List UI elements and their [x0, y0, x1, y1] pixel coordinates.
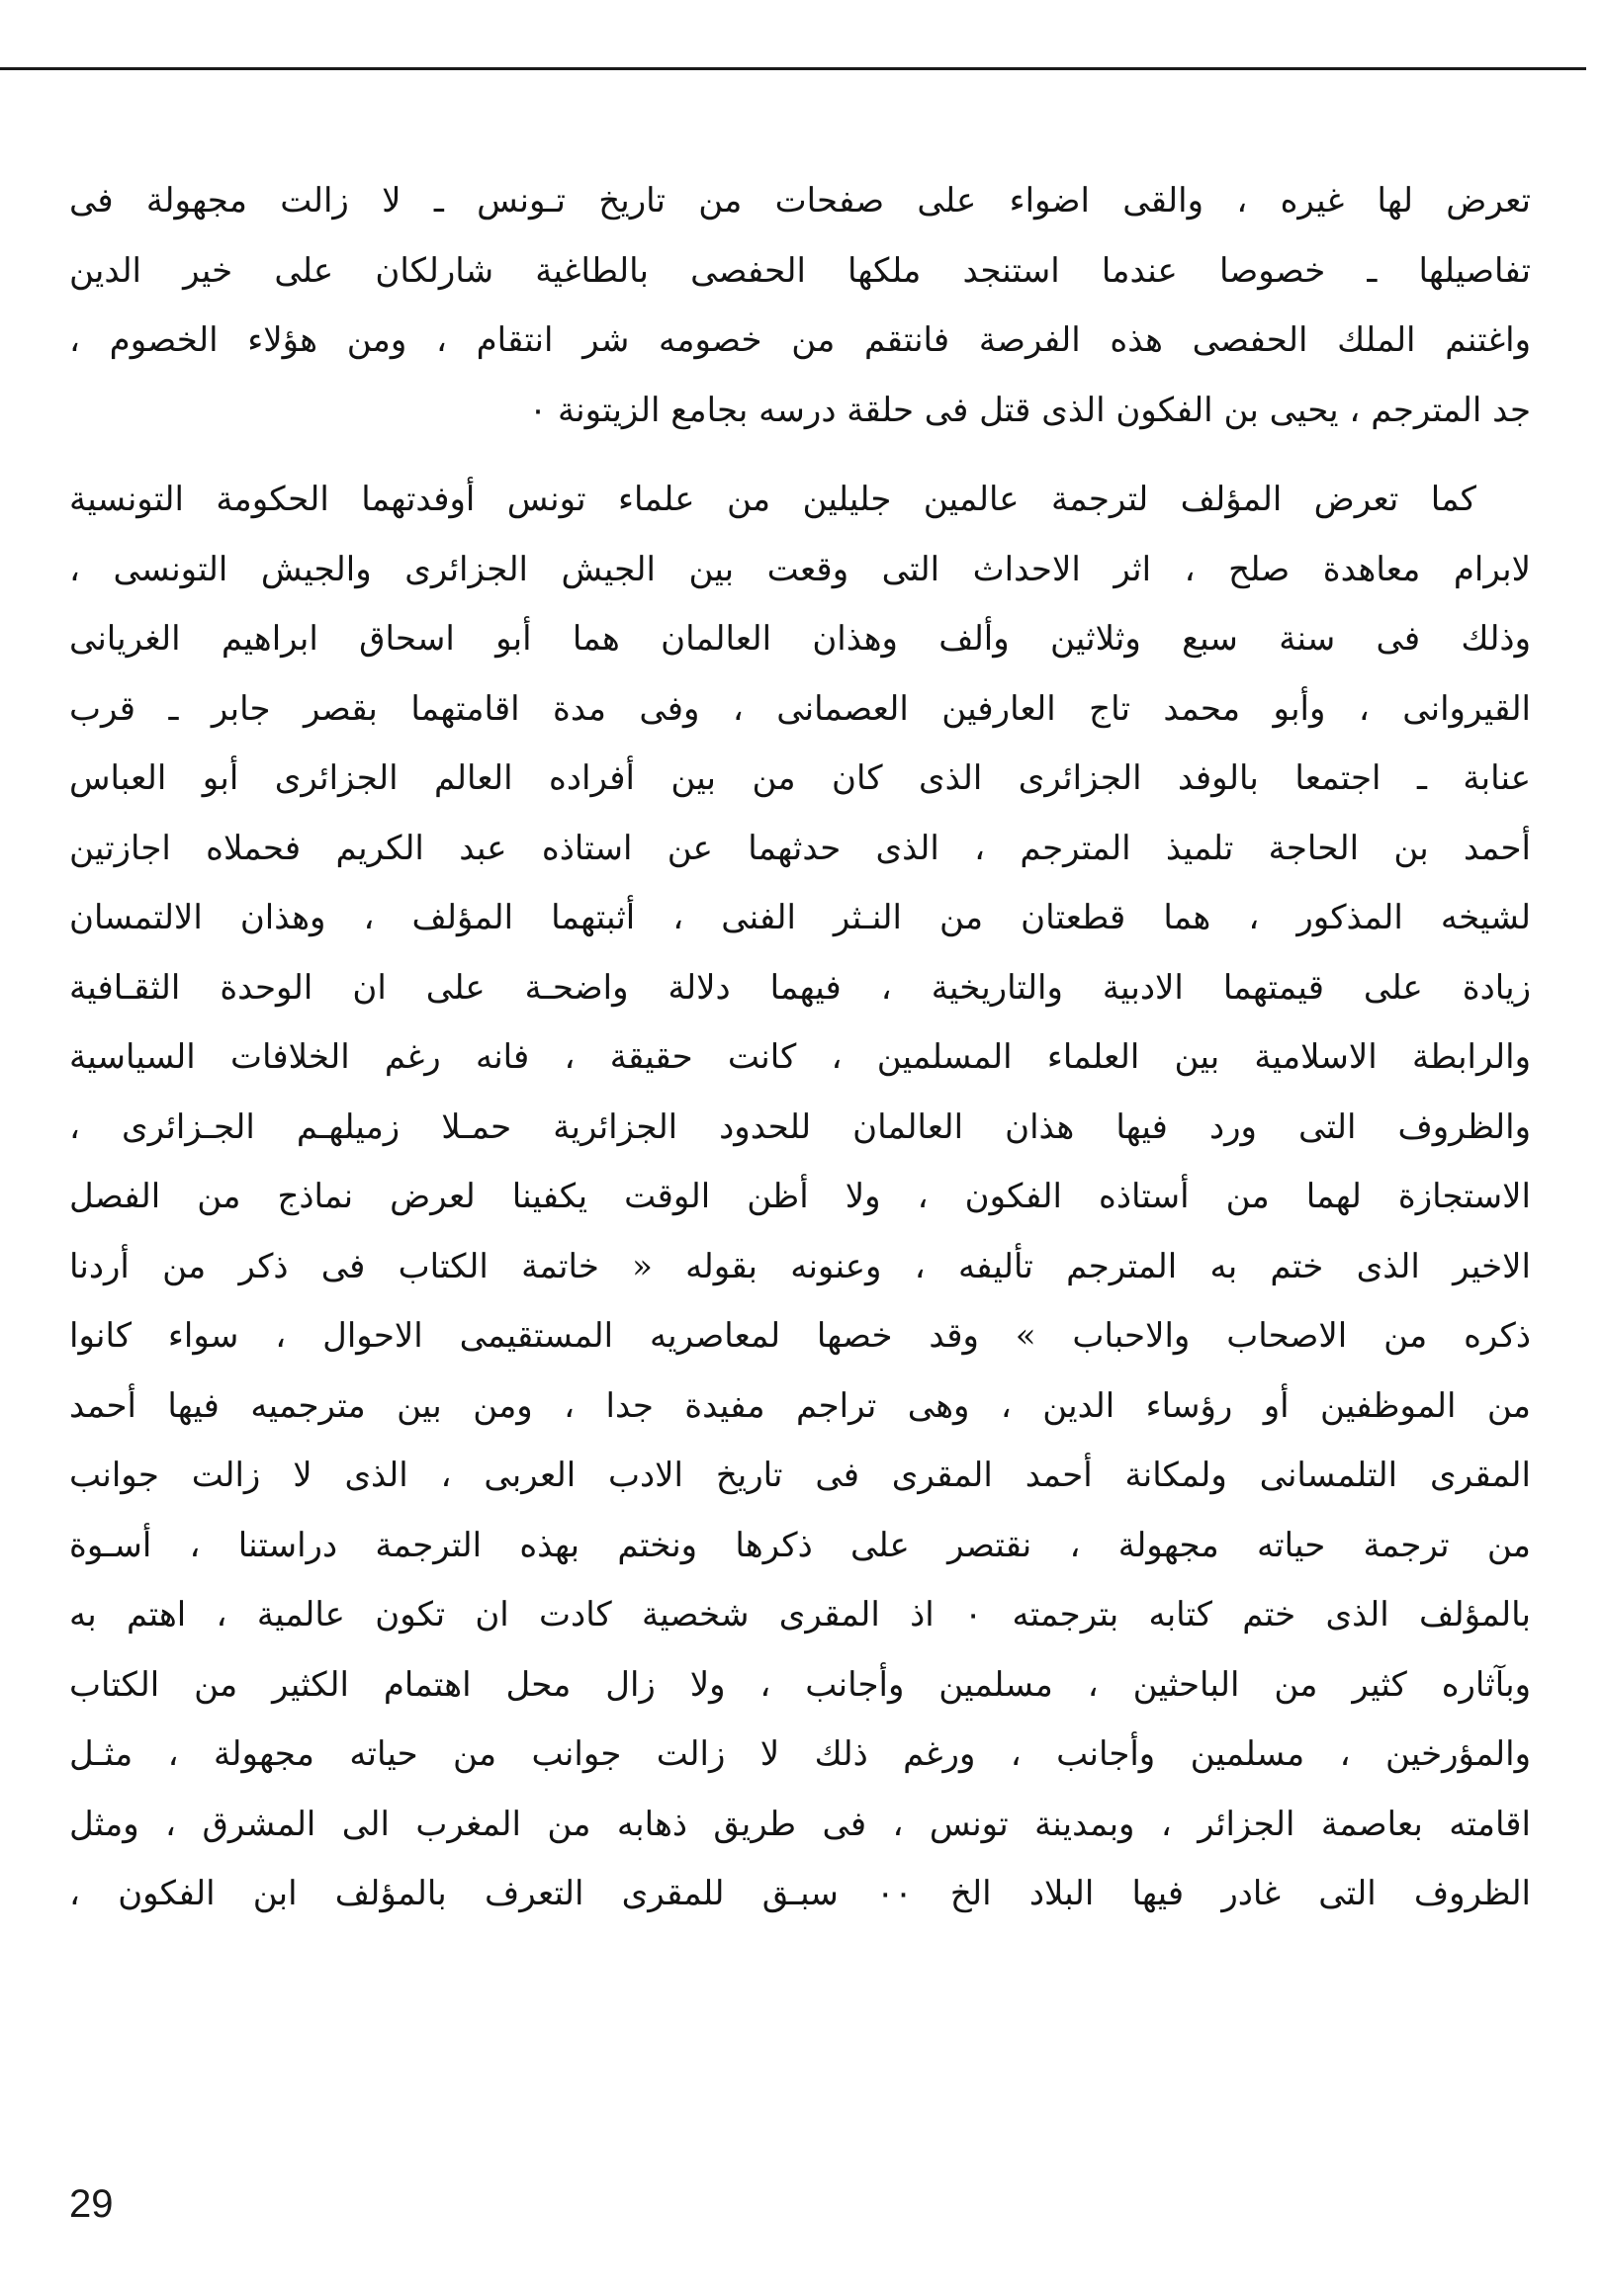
text-line: بالمؤلف الذى ختم كتابه بترجمته ٠ اذ المقرى شخصية كادت ان تكون عالمية ، اهتم به: [69, 1595, 1531, 1634]
header-rule: [0, 67, 1586, 70]
text-line: لابرام معاهدة صلح ، اثر الاحداث التى وقعت بين الجيش الجزائرى والجيش التونسى ،: [69, 549, 1531, 589]
text-line: من ترجمة حياته مجهولة ، نقتصر على ذكرها ونختم بهذه الترجمة دراستنا ، أسـوة: [69, 1525, 1531, 1565]
text-line: اقامته بعاصمة الجزائر ، وبمدينة تونس ، فى طريق ذهابه من المغرب الى المشرق ، ومثل: [69, 1804, 1531, 1844]
text-line: القيروانى ، وأبو محمد تاج العارفين العصمانى ، وفى مدة اقامتهما بقصر جابر ـ قرب: [69, 688, 1531, 729]
paragraph-gap: [69, 445, 1531, 465]
text-line: والظروف التى ورد فيها هذان العالمان للحدود الجزائرية حمـلا زميلهـم الجـزائرى ،: [69, 1106, 1531, 1147]
paragraph-1: [69, 166, 1531, 445]
text-line: عنابة ـ اجتمعا بالوفد الجزائرى الذى كان من بين أفراده العالم الجزائرى أبو العباس: [69, 758, 1531, 798]
text-line: تفاصيلها ـ خصوصا عندما استنجد ملكها الحفصى بالطاغية شارلكان على خير الدين: [69, 250, 1531, 291]
text-line: الاستجازة لهما من أستاذه الفكون ، ولا أظن الوقت يكفينا لعرض نماذج من الفصل: [69, 1177, 1531, 1216]
text-line: لشيخه المذكور ، هما قطعتان من النـثر الفنى ، أثبتهما المؤلف ، وهذان الالتمسان: [69, 898, 1531, 937]
paragraph-2: [69, 465, 1531, 1929]
text-line: كما تعرض المؤلف لترجمة عالمين جليلين من علماء تونس أوفدتهما الحكومة التونسية: [69, 480, 1476, 519]
text-line: والرابطة الاسلامية بين العلماء المسلمين ، كانت حقيقة ، فانه رغم الخلافات السياسية: [69, 1037, 1531, 1077]
text-line: أحمد بن الحاجة تلميذ المترجم ، الذى حدثهما عن استاذه عبد الكريم فحملاه اجازتين: [69, 828, 1531, 868]
text-line: الظروف التى غادر فيها البلاد الخ ٠٠ سبـق للمقرى التعرف بالمؤلف ابن الفكون ،: [69, 1874, 1531, 1913]
text-line: الاخير الذى ختم به المترجم تأليفه ، وعنونه بقوله « خاتمة الكتاب فى ذكر من أردنا: [69, 1246, 1531, 1286]
text-line: وذلك فى سنة سبع وثلاثين وألف وهذان العالمان هما أبو اسحاق ابراهيم الغريانى: [69, 619, 1531, 659]
text-line: جد المترجم ، يحيى بن الفكون الذى قتل فى حلقة درسه بجامع الزيتونة ٠: [528, 390, 1531, 430]
text-line: من الموظفين أو رؤساء الدين ، وهى تراجم مفيدة جدا ، ومن بين مترجميه فيها أحمد: [69, 1385, 1531, 1426]
text-line: والمؤرخين ، مسلمين وأجانب ، ورغم ذلك لا زالت جوانب من حياته مجهولة ، مثـل: [69, 1734, 1531, 1774]
text-line: زيادة على قيمتهما الادبية والتاريخية ، فيهما دلالة واضحـة على ان الوحدة الثقـافية: [69, 967, 1531, 1008]
text-line: وبآثاره كثير من الباحثين ، مسلمين وأجانب ، ولا زال محل اهتمام الكثير من الكتاب: [69, 1664, 1531, 1705]
page-body: [69, 166, 1531, 1929]
text-line: ذكره من الاصحاب والاحباب » وقد خصها لمعاصريه المستقيمى الاحوال ، سواء كانوا: [69, 1316, 1531, 1356]
text-line: تعرض لها غيره ، والقى اضواء على صفحات من تاريخ تـونس ـ لا زالت مجهولة فى: [69, 181, 1531, 221]
page-number: 29: [69, 2182, 114, 2226]
text-line: واغتنم الملك الحفصى هذه الفرصة فانتقم من خصومه شر انتقام ، ومن هؤلاء الخصوم ،: [69, 320, 1531, 360]
text-line: المقرى التلمسانى ولمكانة أحمد المقرى فى تاريخ الادب العربى ، الذى لا زالت جوانب: [69, 1456, 1531, 1495]
